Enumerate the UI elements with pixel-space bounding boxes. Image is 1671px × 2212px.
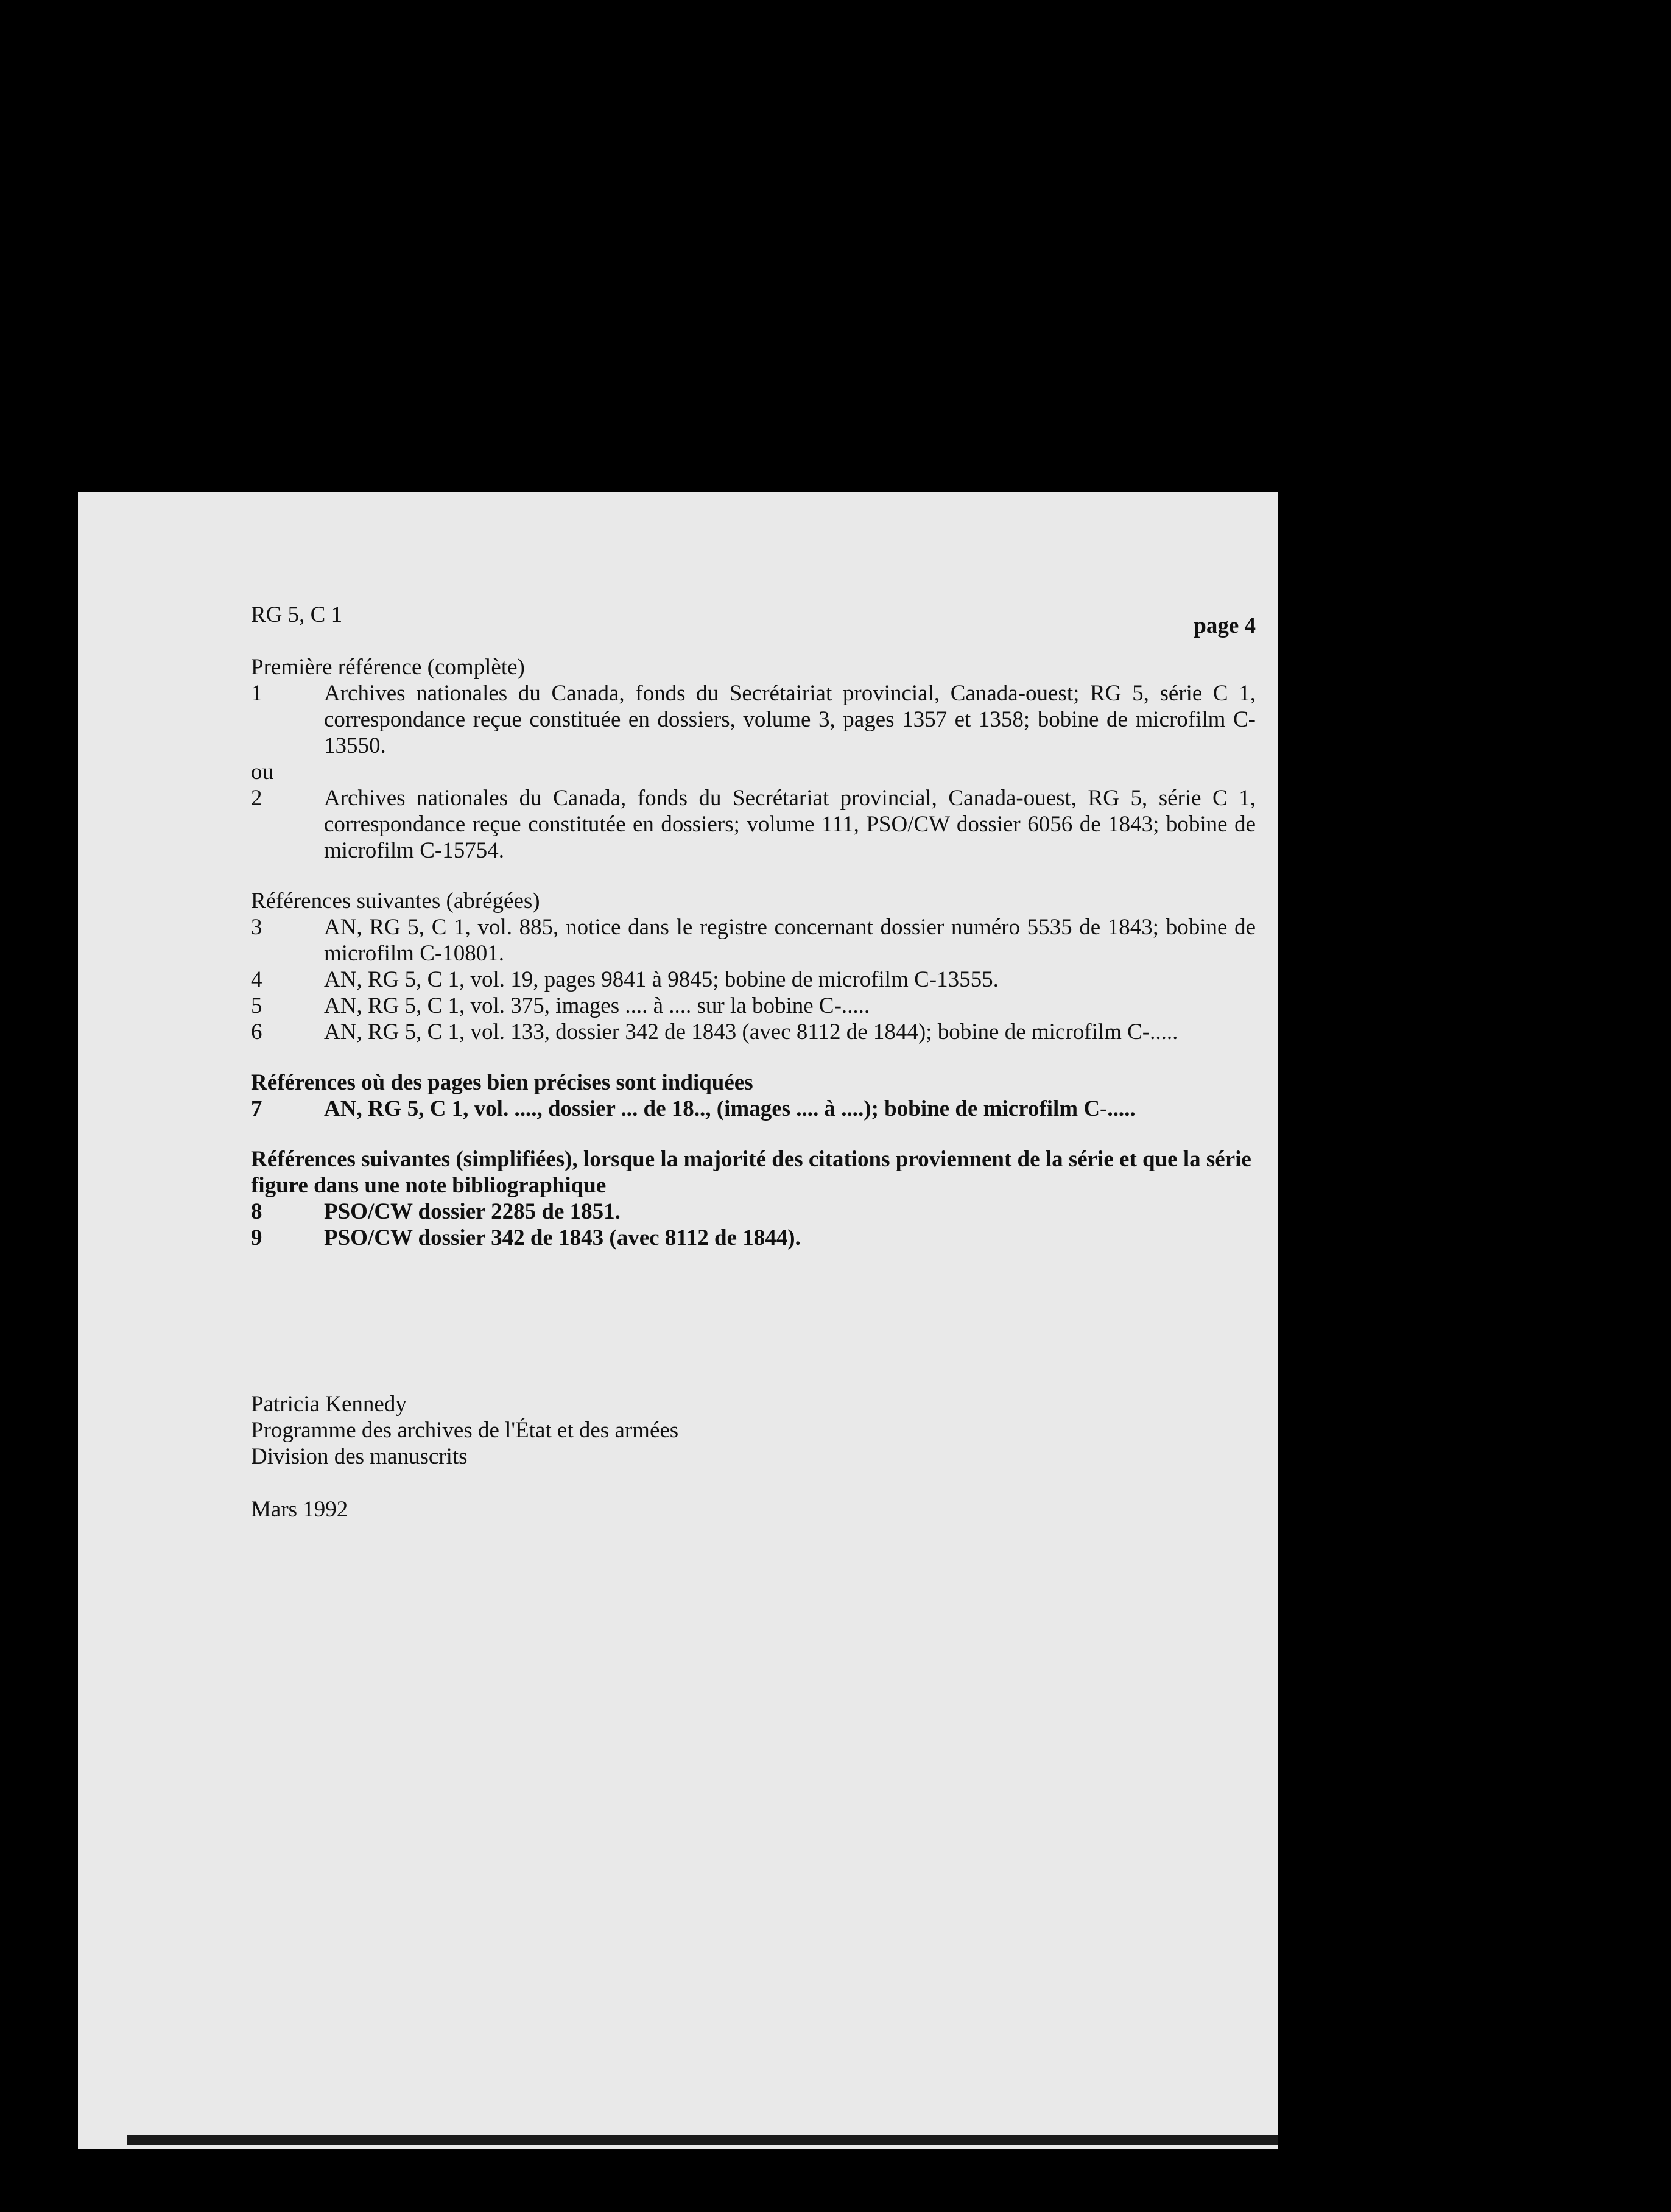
entry-text: AN, RG 5, C 1, vol. 19, pages 9841 à 9845; bobine de microfilm C-13555. bbox=[324, 967, 999, 992]
entry-text: PSO/CW dossier 2285 de 1851. bbox=[324, 1199, 621, 1224]
entry-number: 8 bbox=[251, 1199, 262, 1224]
reference-entry bbox=[251, 785, 1256, 864]
entry-number: 2 bbox=[251, 786, 262, 811]
reference-entry bbox=[251, 680, 1256, 759]
entry-number: 6 bbox=[251, 1020, 262, 1044]
signature-block bbox=[251, 1391, 1256, 1523]
page-header bbox=[251, 602, 1256, 638]
author-division: Division des manuscrits bbox=[251, 1444, 468, 1469]
page-number: page 4 bbox=[1194, 613, 1256, 638]
section-title-precise-pages: Références où des pages bien précises sont indiquées bbox=[251, 1070, 753, 1095]
document-body bbox=[251, 602, 1256, 1523]
entry-number: 9 bbox=[251, 1225, 262, 1250]
reference-entry bbox=[251, 967, 1256, 993]
entry-number: 1 bbox=[251, 681, 262, 706]
author-name: Patricia Kennedy bbox=[251, 1392, 407, 1417]
author-program: Programme des archives de l'État et des armées bbox=[251, 1418, 679, 1443]
document-page bbox=[78, 492, 1278, 2149]
reference-entry bbox=[251, 914, 1256, 967]
reference-entry bbox=[251, 1096, 1256, 1122]
entry-text: Archives nationales du Canada, fonds du Secrétairiat provincial, Canada-ouest; RG 5, série C 1, correspondance reçue constituée en dossiers, volume 3, pages 1357 et 1358; bobine de microfilm C-13550. bbox=[324, 681, 1256, 758]
page-bottom-edge bbox=[127, 2135, 1278, 2145]
section-title-first-reference: Première référence (complète) bbox=[251, 655, 525, 680]
reference-entry bbox=[251, 1225, 1256, 1251]
entry-text: PSO/CW dossier 342 de 1843 (avec 8112 de 1844). bbox=[324, 1225, 801, 1250]
series-code: RG 5, C 1 bbox=[251, 602, 343, 627]
reference-entry bbox=[251, 1199, 1256, 1225]
reference-entry bbox=[251, 993, 1256, 1019]
reference-entry bbox=[251, 1019, 1256, 1045]
entry-number: 5 bbox=[251, 993, 262, 1018]
section-title-simplified: Références suivantes (simplifiées), lorsque la majorité des citations proviennent de la série et que la série figure dans une note bibliographique bbox=[251, 1147, 1251, 1198]
entry-number: 4 bbox=[251, 967, 262, 992]
document-date: Mars 1992 bbox=[251, 1497, 348, 1522]
entry-number: 3 bbox=[251, 915, 262, 940]
section-title-abbreviated: Références suivantes (abrégées) bbox=[251, 889, 540, 914]
entry-text: Archives nationales du Canada, fonds du Secrétariat provincial, Canada-ouest, RG 5, série C 1, correspondance reçue constitutée en dossiers; volume 111, PSO/CW dossier 6056 de 1843; bobine de microfilm C-15754. bbox=[324, 786, 1256, 863]
entry-text: AN, RG 5, C 1, vol. ...., dossier ... de 18.., (images .... à ....); bobine de microfilm C-..... bbox=[324, 1096, 1136, 1121]
entry-number: 7 bbox=[251, 1096, 262, 1121]
entry-text: AN, RG 5, C 1, vol. 133, dossier 342 de 1843 (avec 8112 de 1844); bobine de microfilm C-..... bbox=[324, 1020, 1178, 1044]
entry-text: AN, RG 5, C 1, vol. 375, images .... à .... sur la bobine C-..... bbox=[324, 993, 870, 1018]
entry-text: AN, RG 5, C 1, vol. 885, notice dans le registre concernant dossier numéro 5535 de 1843; bobine de microfilm C-10801. bbox=[324, 915, 1256, 966]
connector-ou: ou bbox=[251, 759, 273, 784]
